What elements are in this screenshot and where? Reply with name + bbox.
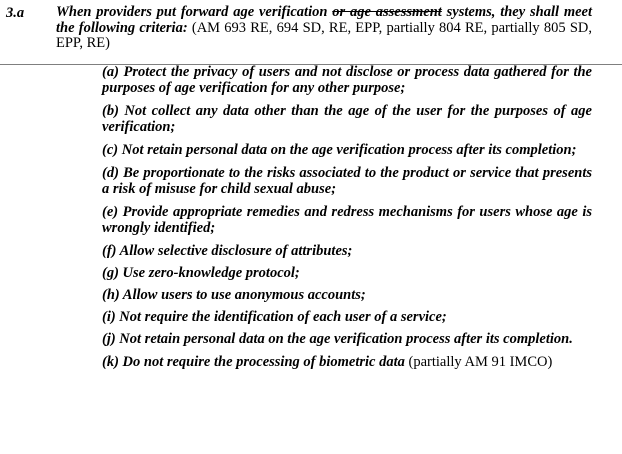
article-intro <box>56 5 592 52</box>
criterion-j: (j) Not retain personal data on the age verification process after its completion. <box>102 331 573 347</box>
criterion-b: (b) Not collect any data other than the age of the user for the purposes of age verification; <box>102 103 592 135</box>
criterion-e: (e) Provide appropriate remedies and redress mechanisms for users whose age is wrongly identified; <box>102 204 592 236</box>
criterion-k-source: (partially AM 91 IMCO) <box>404 354 553 370</box>
criterion-g: (g) Use zero-knowledge protocol; <box>102 265 300 281</box>
criterion-d: (d) Be proportionate to the risks associated to the product or service that presents a risk of misuse for child sexual abuse; <box>102 165 592 197</box>
criterion-h: (h) Allow users to use anonymous accounts; <box>102 287 366 303</box>
criterion-f: (f) Allow selective disclosure of attributes; <box>102 243 353 259</box>
criterion-k-text: (k) Do not require the processing of biometric data <box>102 354 405 370</box>
intro-deleted-text: or age assessment <box>332 4 442 20</box>
intro-amendment-source: (AM 693 RE, 694 SD, RE, EPP, partially 804 RE, partially 805 SD, EPP, RE) <box>56 19 593 51</box>
criterion-i: (i) Not require the identification of each user of a service; <box>102 309 447 325</box>
criterion-k <box>102 354 592 370</box>
article-number: 3.a <box>6 5 25 21</box>
criterion-a: (a) Protect the privacy of users and not disclose or process data gathered for the purposes of age verification for any other purpose; <box>102 64 592 96</box>
intro-text-part1: When providers put forward age verification <box>56 4 333 20</box>
intro-text-part2: systems, they shall meet the following criteria: <box>56 4 592 36</box>
criteria-list <box>102 64 592 376</box>
criterion-c: (c) Not retain personal data on the age verification process after its completion; <box>102 142 577 158</box>
